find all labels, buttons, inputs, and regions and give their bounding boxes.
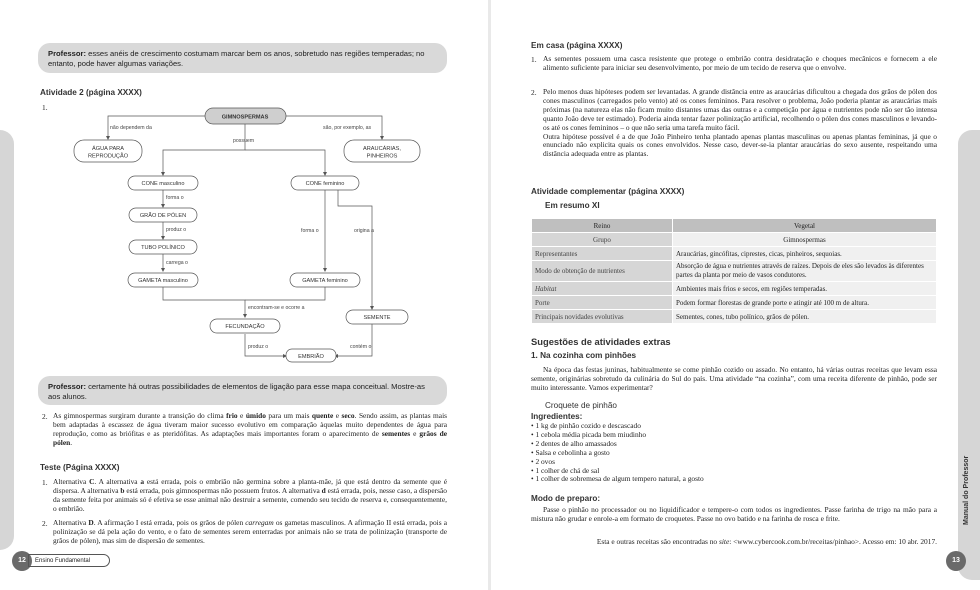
table-cell: Grupo [532,233,673,247]
sugestoes-heading: Sugestões de atividades extras [531,336,671,347]
table-header: Vegetal [673,219,937,233]
ingredient-item [531,449,704,458]
text-run: As gimnospermas surgiram durante a transição do clima [53,411,227,420]
ingredients-heading: Ingredientes: [531,412,583,421]
text-run: e [333,411,342,420]
table-cell: Modo de obtenção de nutrientes [532,261,673,282]
bullet-icon: • [531,447,536,457]
table-row [532,233,937,247]
node-gameta-feminino: GAMETA feminino [302,278,348,284]
node-gameta-masculino: GAMETA masculino [138,278,188,284]
text-run: . [70,437,73,447]
table-row [532,296,937,310]
text-run: está errada, pois gimnospermas não possuem frutos. A alternativa [124,485,322,495]
ingredients-list [531,422,704,484]
teste-item-2-number: 2. [42,519,48,528]
link-nao-dependem: não dependem da [110,125,152,131]
left-page [0,0,488,590]
bullet-icon: • [531,465,536,475]
text-run: os gametas masculinos. A afirmação II está errada, pois a polinização se dá pela ação do vento, e o fato de sementes serem enterradas por animais não se trata de polinização (transporte de grãos de pólen), mas sim de dispersão de sementes. [53,518,447,545]
bullet-icon: • [531,438,536,448]
bold-run: seco [341,411,355,420]
text-run: Alternativa [53,477,90,486]
table-cell: Porte [532,296,673,310]
text-run: para um mais [265,411,312,420]
cozinha-text: Na época das festas juninas, habitualmente se come pinhão cozido ou assado. No entanto, há várias outras receitas que levam essa semente, originárias sobretudo da culinária do Sul do país. Uma atividade “na cozinha”, com uma receita diferente de pinhão, pode ser muito interessante. Vamos experimentar? [531,365,937,392]
node-grao-polen: GRÃO DE PÓLEN [139,213,187,219]
bold-run: frio [226,411,238,420]
ingredient-item [531,475,704,484]
italic-run: carregam [245,518,274,527]
page-number: 12 [12,551,32,571]
link-produz-o-1: produz o [166,227,187,233]
link-origina-a: origina a [354,228,374,234]
concept-map [0,98,488,368]
node-cone-feminino: CONE feminino [305,181,345,187]
text-run: . A alternativa [94,477,141,486]
node-semente: SEMENTE [363,315,391,321]
link-carrega-o: carrega o [166,260,188,266]
item-number-2: 2. [42,412,48,421]
source-line [531,538,937,547]
ingredient-text: 2 dentes de alho amassados [535,438,617,448]
link-produz-o-2: produz o [248,344,269,350]
text-run: . Sendo assim, as plantas mais bem adaptadas à escassez de água tiveram maior sucesso evolutivo em comparação àquelas muito dependentes de água para reprodução, como as briófitas e as pteridófitas. As adaptações mais importantes foram o aparecimento de [53,411,448,438]
paragraph: Pelo menos duas hipóteses podem ser levantadas. A grande distância entre as araucárias dificultou a chegada dos grãos de pólen dos cones masculinos (carregados pelo vento) até os cones femininos. Para resolver o problema, João poderia plantar as araucárias mais próximas (na natureza elas não ficam muito distantes umas das outras e a competição por água e nutrientes pode não ser tão intensa quanto João deve ter estimado). Poderia ainda tentar fazer polinização artificial, recolhendo o pólen dos cones masculinos e levando-os até os cones femininos – o que não seria uma tarefa muito fácil. [543,87,937,132]
table-row [532,247,937,261]
professor-note-box-2 [38,376,447,405]
bold-run: quente [311,411,334,420]
summary-table [531,218,937,324]
teste-item-2-text [53,519,447,546]
page-number: 13 [946,551,966,571]
resumo-heading: Em resumo XI [545,201,600,210]
text-run: e [410,428,420,438]
text-run: está errada, pois, nesse caso, a dispersão da semente feita por animais só é efetiva se esse animal não destruir a semente, comendo seu tecido de reserva e, consequentemente, o embrião. [53,485,447,513]
em-casa-item-2-text [543,88,937,159]
node-cone-masculino: CONE masculino [141,181,185,187]
text-run: está errada, pois o embrião não germina sobre a planta-mãe, já que está dentro da semente que é dispersa. A alternativa [53,477,448,495]
table-cell: Absorção de água e nutrientes através de raízes. Depois de eles são levados às diferentes partes da planta por meio de vasos condutores. [673,261,937,282]
teste-heading: Teste (Página XXXX) [40,463,120,472]
bold-run: d [321,485,326,495]
bullet-icon: • [531,421,536,430]
bold-run: D [88,518,94,527]
node-agua-line2: REPRODUÇÃO [87,153,129,160]
text-run: : <www.cybercook.com.br/receitas/pinhao>. Acesso em: 10 abr. 2017. [729,537,937,546]
item-2-text [53,412,447,448]
teste-item-1-text [53,478,447,514]
ingredient-text: 1 kg de pinhão cozido e descascado [535,421,641,430]
bold-run: a [140,477,145,486]
table-cell: Podem formar florestas de grande porte e atingir até 100 m de altura. [673,296,937,310]
preparo-text: Passe o pinhão no processador ou no liquidificador e tempere-o com todos os ingredientes. Passe farinha de trigo na mão para a mistura não grudar e enrole-a em formato de croquetes. Passe no ovo batido e na farinha de rosca e frite. [531,505,937,523]
footer-label: Ensino Fundamental [28,554,110,567]
em-casa-item-2-number: 2. [531,88,537,97]
professor-label: Professor: [48,49,86,58]
item-number: 1. [42,103,48,112]
italic-run: site [718,537,730,546]
recipe-title: Croquete de pinhão [545,401,617,410]
bold-run: C [89,477,95,486]
link-sao-exemplo: são, por exemplo, as [323,125,372,131]
table-cell: Gimnospermas [673,233,937,247]
text-run: Esta e outras receitas são encontradas no [596,537,719,546]
table-cell: Sementes, cones, tubo polínico, grãos de pólen. [673,310,937,324]
side-label: Manual do Professor [963,455,970,525]
table-cell: Habitat [532,282,673,296]
table-row [532,282,937,296]
ingredient-text: 1 colher de sobremesa de algum tempero natural, a gosto [535,474,704,484]
professor-note-box [38,43,447,73]
em-casa-heading: Em casa (página XXXX) [531,41,623,50]
table-row [532,261,937,282]
table-cell: Ambientes mais frios e secos, em regiões temperadas. [673,282,937,296]
ingredient-text: 1 colher de chá de sal [535,465,600,475]
text-run: Alternativa [53,518,89,527]
bold-run: sementes [381,428,411,438]
ingredient-text: 1 cebola média picada bem miudinho [535,429,647,439]
table-header-row [532,219,937,233]
link-forma-o-2: forma o [301,228,319,234]
ingredient-text: Salsa e cebolinha a gosto [535,447,610,457]
teste-item-1-number: 1. [42,478,48,487]
professor-label-2: Professor: [48,382,86,391]
text-run: . A afirmação I está errada, pois os grãos de pólen [93,518,246,527]
em-casa-item-1-number: 1. [531,55,537,64]
cozinha-heading: 1. Na cozinha com pinhões [531,351,637,360]
bullet-icon: • [531,456,536,466]
em-casa-item-1-text: As sementes possuem uma casca resistente que protege o embrião contra desidratação e choques mecânicos e fornecem a ele alimento suficiente para iniciar seu desenvolvimento, por meio de um tecido de reserva que o envolve. [543,54,937,72]
text-run: e [237,411,246,420]
node-araucarias-line2: PINHEIROS [366,153,398,160]
bold-run: b [120,485,125,495]
bold-run: úmido [245,411,266,420]
node-gimnospermas: GIMNOSPERMAS [221,114,269,121]
table-cell: Araucárias, gincófitas, ciprestes, cicas, pinheiros, sequoias. [673,247,937,261]
bold-run: grãos de pólen [53,428,447,447]
right-page [491,0,980,590]
professor-note-text: esses anéis de crescimento costumam marcar bem os anos, sobretudo nas regiões temperadas; no entanto, pode haver algumas variações. [48,49,425,68]
table-row [532,310,937,324]
bullet-icon: • [531,474,536,484]
table-header: Reino [532,219,673,233]
activity-2-heading: Atividade 2 (página XXXX) [40,88,142,97]
preparo-heading: Modo de preparo: [531,494,601,503]
table-cell: Principais novidades evolutivas [532,310,673,324]
paragraph: Outra hipótese possível é a de que João Pinheiro tenha plantado apenas plantas masculinas ou apenas plantas femininas, já que o enunciado não explicita quais os cones envolvidos. Nesse caso, dever-se-ia plantar araucárias do sexo ausente, respeitando uma distância adequada entre as plantas. [543,131,937,159]
ingredient-text: 2 ovos [535,456,555,466]
link-encontram-se: encontram-se e ocorre a [248,305,305,311]
node-araucarias-line1: ARAUCÁRIAS, [363,146,401,152]
node-embriao: EMBRIÃO [298,354,324,360]
node-agua-line1: ÁGUA PARA [92,146,124,152]
bullet-icon: • [531,429,536,439]
node-fecundacao: FECUNDAÇÃO [225,324,265,330]
complementar-heading: Atividade complementar (página XXXX) [531,187,685,196]
professor-note-text-2: certamente há outras possibilidades de elementos de ligação para esse mapa conceitual. Mostre-as aos alunos. [48,382,425,401]
node-tubo-polinico: TUBO POLÍNICO [141,245,185,251]
link-possuem: possuem [233,138,255,144]
table-cell: Representantes [532,247,673,261]
link-forma-o-1: forma o [166,195,184,201]
link-contem-o: contém o [350,344,372,350]
